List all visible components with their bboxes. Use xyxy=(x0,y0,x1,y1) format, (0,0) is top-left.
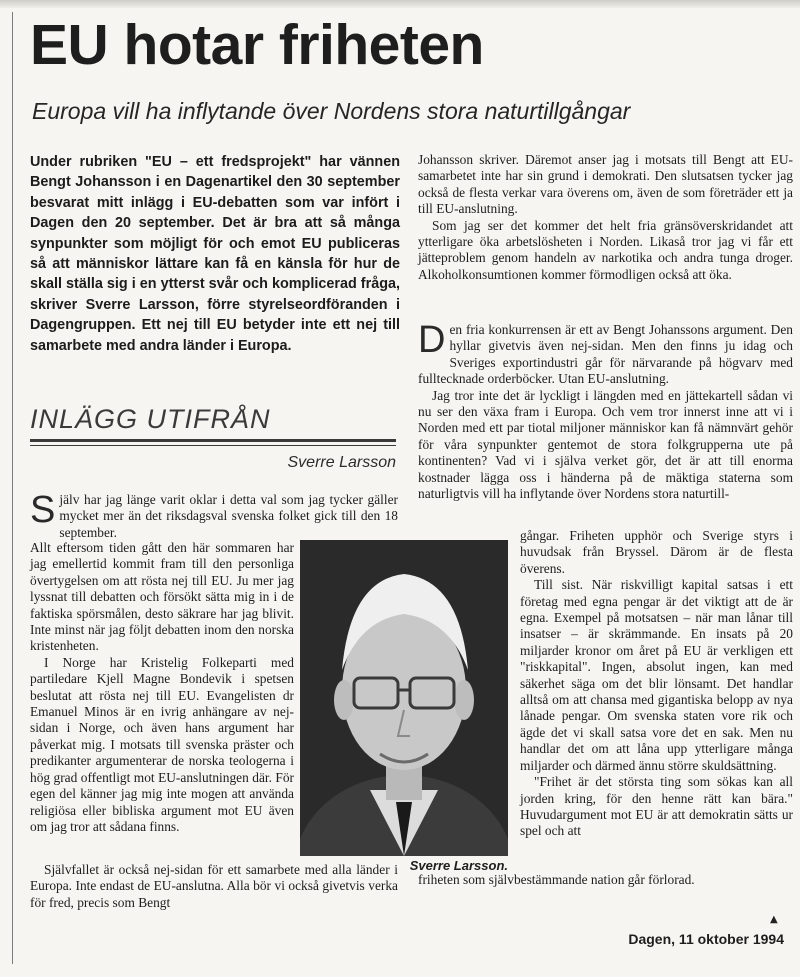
body-text-left-beside-photo xyxy=(30,540,294,835)
body-text-right-middle xyxy=(418,319,793,502)
paragraph: Som jag ser det kommer det helt fria gränsöverskridandet att ytterligare öka arbetslösheten i Norden. Likaså tror jag vi får ett jätteproblem genom handeln av narkotika och andra tunga droger. Alkoholkonsumtionen kommer förmodligen också att öka. xyxy=(418,217,793,282)
paragraph: I Norge har Kristelig Folkeparti med partiledare Kjell Magne Bondevik i spetsen beslutat att rösta nej till EU. Evangelisten dr Emanuel Minos är en ivrig anhängare av nej-sidan i Norge, och även hans argument har påverkat mig. I motsats till svenska präster och predikanter argumenterar de norska teologerna i hög grad offentligt mot EU-anslutningen där. För egen del känner jag mig inte mogen att använda religiösa eller bibliska argument mot EU även om jag tror att sådana finns. xyxy=(30,654,294,834)
headline: EU hotar friheten xyxy=(30,13,484,77)
lead-paragraph: Under rubriken "EU – ett fredsprojekt" har vännen Bengt Johansson i en Dagenartikel den 30 september besvarat mitt inlägg i EU-debatten som var infört i Dagen den 20 september. Det är bra att så många synpunkter som möjligt för och emot EU publiceras så att människor lättare kan få en känsla för hur de skall ställa sig i en ytterst svår och komplicerad fråga, skriver Sverre Larsson, förre styrelseordföranden i Dagengruppen. Ett nej till EU betyder inte ett nej till samarbete med andra länder i Europa. xyxy=(30,154,400,354)
paragraph: gångar. Friheten upphör och Sverige styrs i huvudsak från Bryssel. Därom är de flesta överens. xyxy=(520,528,793,576)
paragraph xyxy=(30,489,398,541)
paragraph-text: jälv har jag länge varit oklar i detta val som jag tycker gäller mycket mer än det riksdagsval svenska folket gick till den 18 september. xyxy=(59,492,398,540)
body-text-right-bottom xyxy=(418,872,793,888)
body-text-left-top xyxy=(30,489,398,541)
section-rule-thin xyxy=(30,445,396,446)
dateline: Dagen, 11 oktober 1994 xyxy=(628,931,784,947)
paragraph: Allt eftersom tiden gått den här sommaren har jag emellertid kommit fram till den personliga övertygelsen om att rösta nej till EU. Ju mer jag lyssnat till debatten och försökt sätta mig in i de faktiska spörsmålen, desto säkrare har jag blivit. Inte minst när jag följt debatten inom den norska kristenheten. xyxy=(30,540,294,654)
portrait-illustration xyxy=(300,540,508,856)
section-label: INLÄGG UTIFRÅN xyxy=(30,404,271,434)
paragraph: "Frihet är det största ting som sökas kan all jorden kring, för den henne rätt kan bära." Huvudargument mot EU är att demokratin sätts ur spel och att xyxy=(520,774,793,839)
paragraph: Självfallet är också nej-sidan för ett samarbete med alla länder i Europa. Inte endast de EU-anslutna. Alla bör vi också givetvis verka för fred, precis som Bengt xyxy=(30,862,398,910)
paragraph: Jag tror inte det är lyckligt i längden med en jättekartell sådan vi nu ser den växa fram i Europa. Och vem tror innerst inne att vi i Norden med ett par tiotal miljoner människor kan få nämnvärt gehör för våra synpunkter gentemot de stora folkgrupperna ute på kontinenten? Vad vi i själva verket gör, det är att till enorma kostnader lägga oss i händerna på de mäktiga staterna som naturligtvis vill ha inflytande över Nordens stora naturtill- xyxy=(418,387,793,502)
drop-cap: D xyxy=(418,319,446,361)
body-text-right-narrow xyxy=(520,528,793,840)
paragraph: friheten som självbestämmande nation går förlorad. xyxy=(418,872,695,887)
column-rule xyxy=(12,12,13,964)
paragraph xyxy=(418,319,793,388)
photo-caption: Sverre Larsson. xyxy=(409,858,508,873)
drop-cap: S xyxy=(30,489,56,531)
paragraph: Johansson skriver. Däremot anser jag i motsats till Bengt att EU-samarbetet inte har sin grund i demokrati. Den slutsatsen tycker jag också de flesta verkar vara överens om, även de som företräder ett ja till EU-anslutning. xyxy=(418,152,793,217)
end-mark-icon: ▲ xyxy=(770,914,778,925)
body-text-right-top xyxy=(418,152,793,283)
section-rule xyxy=(30,439,396,442)
byline: Sverre Larsson xyxy=(287,454,396,471)
paragraph-text: en fria konkurrensen är ett av Bengt Johanssons argument. Den hyllar givetvis även nej-sidan. Men den finns ju idag och Sveriges exportindustri går för närvarande på högvarv med fulltecknade orderböcker. Utan EU-anslutning. xyxy=(418,322,793,387)
author-portrait-photo xyxy=(300,540,508,856)
page-edge-strip xyxy=(0,0,800,8)
paragraph: Till sist. När riskvilligt kapital satsas i ett företag med egna pengar är det viktigt att de är egna. Exempel på motsatsen – när man lånar till insatser – är skrämmande. En insats på 20 miljarder kronor om året på EU är verkligen ett "riskkapital". Ingen, absolut ingen, kan med säkerhet säga om det blir lönsamt. Det handlar alltså om att chansa med gigantiska belopp av nya lånade pengar. Om svenska staten vore rik och ägde det vi skall satsa vore det en sak. Men nu handlar det om att låna upp ytterligare många miljarder och därmed ännu större skuldsättning. xyxy=(520,577,793,773)
subheadline: Europa vill ha inflytande över Nordens stora naturtillgångar xyxy=(32,98,631,124)
